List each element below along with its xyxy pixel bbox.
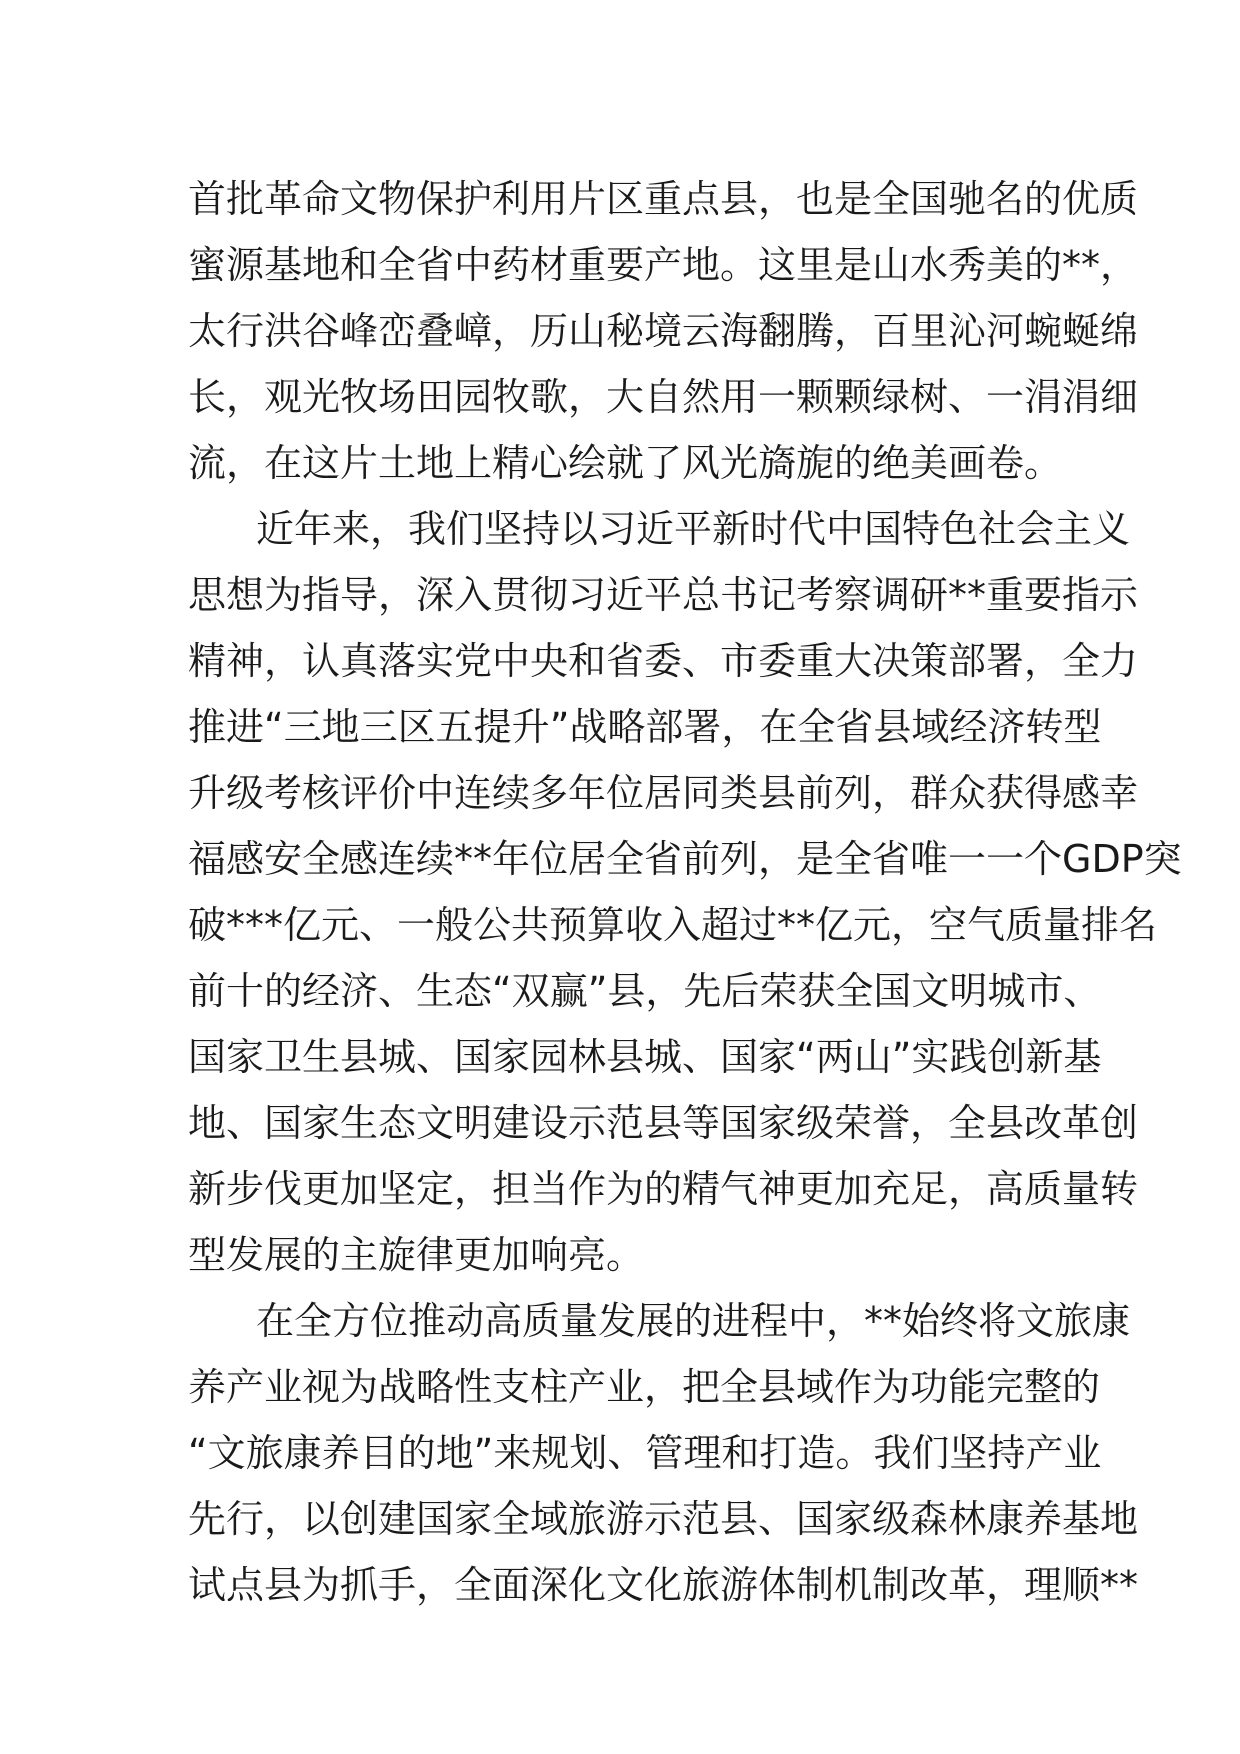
text-line: 先行，以创建国家全域旅游示范县、国家级森林康养基地 bbox=[188, 1497, 1139, 1541]
text-line: 试点县为抓手，全面深化文化旅游体制机制改革，理顺** bbox=[188, 1563, 1139, 1607]
text-line: 精神，认真落实党中央和省委、市委重大决策部署，全力 bbox=[188, 639, 1139, 683]
text-line: 福感安全感连续**年位居全省前列，是全省唯一一个GDP突 bbox=[188, 837, 1182, 881]
text-line: 首批革命文物保护利用片区重点县，也是全国驰名的优质 bbox=[188, 177, 1139, 221]
text-line: 太行洪谷峰峦叠嶂，历山秘境云海翻腾，百里沁河蜿蜒绵 bbox=[188, 309, 1139, 353]
text-line: 流，在这片土地上精心绘就了风光旖旎的绝美画卷。 bbox=[188, 441, 1063, 485]
text-line: 蜜源基地和全省中药材重要产地。这里是山水秀美的**， bbox=[188, 243, 1139, 287]
text-line: 升级考核评价中连续多年位居同类县前列，群众获得感幸 bbox=[188, 771, 1139, 815]
text-line: 地、国家生态文明建设示范县等国家级荣誉，全县改革创 bbox=[188, 1101, 1139, 1145]
text-line: 推进“三地三区五提升”战略部署，在全省县域经济转型 bbox=[188, 705, 1102, 749]
text-line: 型发展的主旋律更加响亮。 bbox=[188, 1233, 645, 1277]
text-line: 长，观光牧场田园牧歌，大自然用一颗颗绿树、一涓涓细 bbox=[188, 375, 1139, 419]
body-text bbox=[188, 166, 1182, 1618]
text-line: “文旅康养目的地”来规划、管理和打造。我们坚持产业 bbox=[188, 1431, 1102, 1475]
paragraph-first-line: 在全方位推动高质量发展的进程中，**始终将文旅康 bbox=[256, 1299, 1131, 1343]
text-line: 前十的经济、生态“双赢”县，先后荣获全国文明城市、 bbox=[188, 969, 1102, 1013]
text-line: 思想为指导，深入贯彻习近平总书记考察调研**重要指示 bbox=[188, 573, 1139, 617]
text-line: 国家卫生县城、国家园林县城、国家“两山”实践创新基 bbox=[188, 1035, 1102, 1079]
text-line: 养产业视为战略性支柱产业，把全县域作为功能完整的 bbox=[188, 1365, 1101, 1409]
paragraph-first-line: 近年来，我们坚持以习近平新时代中国特色社会主义 bbox=[256, 507, 1131, 551]
text-line: 破***亿元、一般公共预算收入超过**亿元，空气质量排名 bbox=[188, 903, 1158, 947]
text-line: 新步伐更加坚定，担当作为的精气神更加充足，高质量转 bbox=[188, 1167, 1139, 1211]
